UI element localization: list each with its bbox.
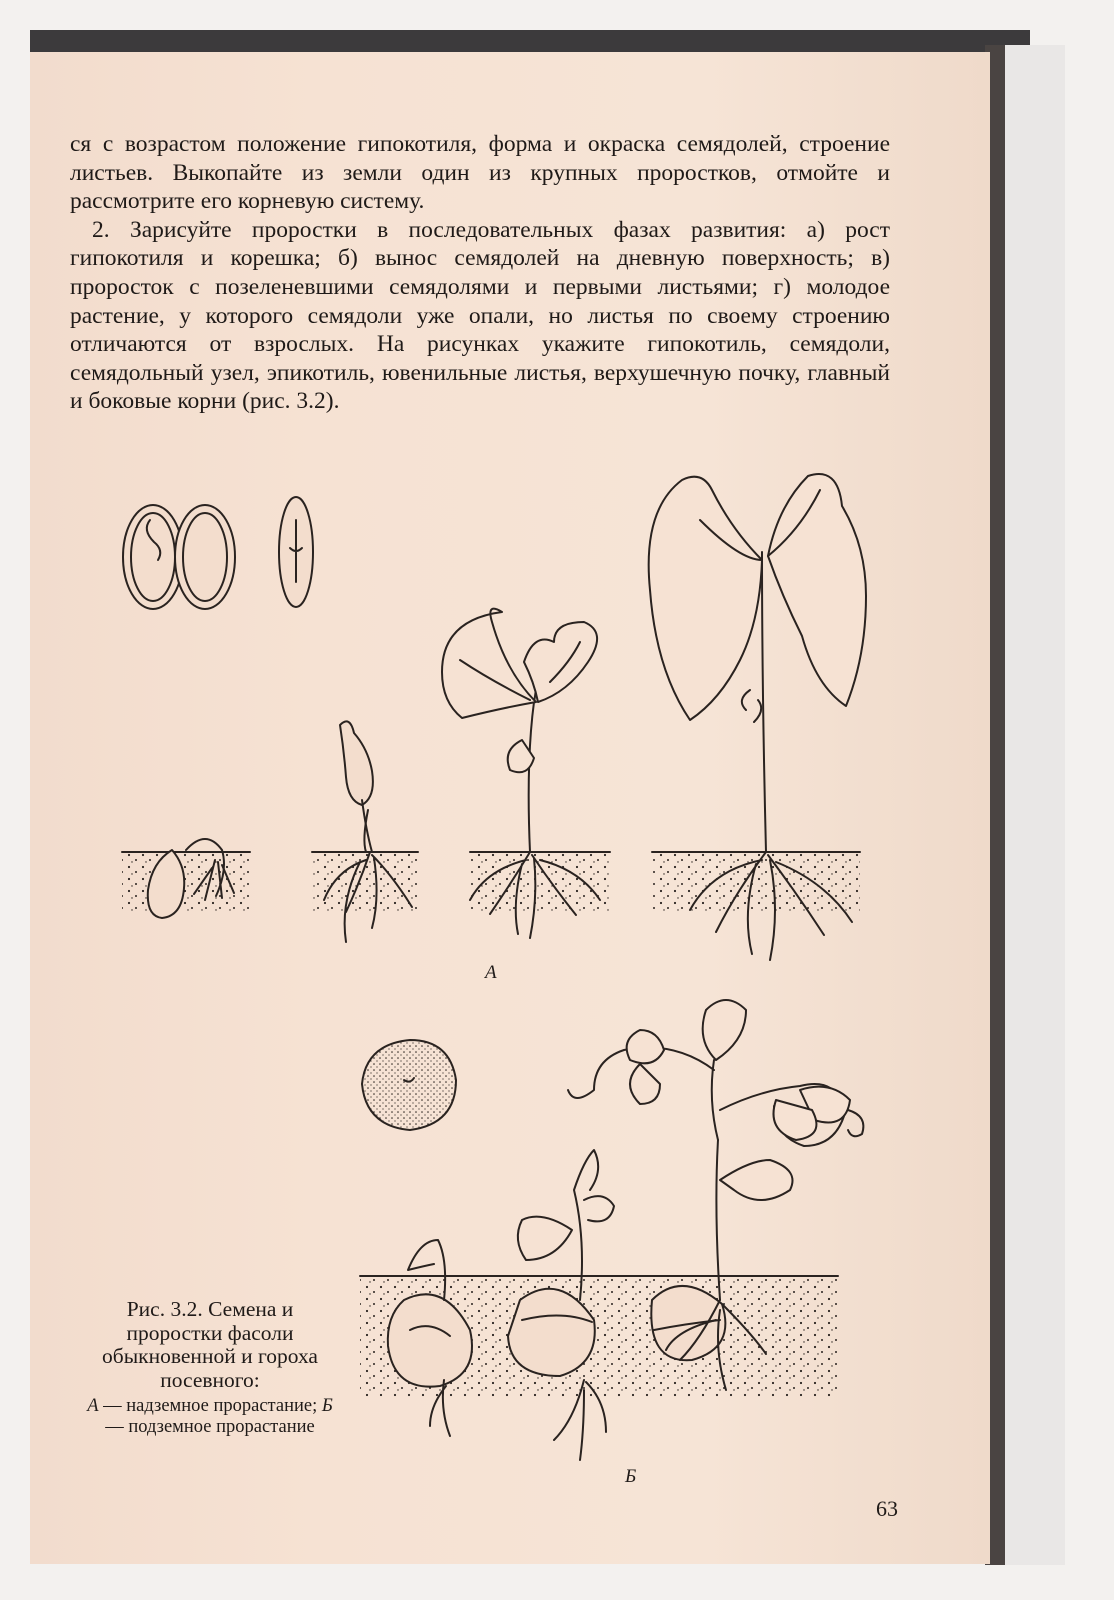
caption-letter-a: А [87,1396,99,1416]
page-number: 63 [876,1496,898,1521]
paragraph-1: ся с возрастом положение гипокотиля, форма и окраска семядолей, строение листьев. Выкопайте из земли один из крупных проростков, отмойте и рассмотрите его корневую систему. [70,131,890,215]
figure-caption [80,1298,340,1438]
figure-label-a: А [485,962,497,983]
caption-text-a: — надземное прорастание; [98,1396,322,1416]
figure-label-b: Б [625,1466,637,1487]
pea-stage-1 [388,1240,472,1436]
bean-seed-side [279,497,313,607]
caption-legend [80,1396,340,1438]
caption-letter-b: Б [321,1396,333,1416]
pea-seed [362,1040,456,1130]
bean-seed-halves [123,505,235,609]
caption-text-b: — подземное прорастание [105,1417,315,1437]
caption-main: Рис. 3.2. Семена и проростки фасоли обыкновенной и гороха посевного: [102,1297,318,1392]
paragraph-2: 2. Зарисуйте проростки в последовательных фазах развития: а) рост гипокотиля и корешка; б) вынос семядолей на дневную поверхность; в) проросток с позеленевшими семядолями и первыми листьями; г) молодое растение, у которого семядоли уже опали, но листья по своему строению отличаются от взрослых. На рисунках укажите гипокотиль, семядоли, семядольный узел, эпикотиль, ювенильные листья, верхушечную почку, главный и боковые корни (рис. 3.2). [70,216,890,415]
